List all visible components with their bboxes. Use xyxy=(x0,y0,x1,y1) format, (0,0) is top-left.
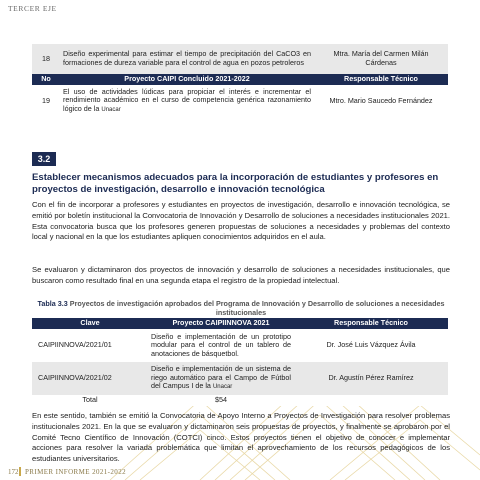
header-no: No xyxy=(32,74,60,85)
section-title: Establecer mecanismos adecuados para la incorporación de estudiantes y profesores en proyectos de investigación, desarrollo e innovación tecnológica xyxy=(32,172,439,195)
paragraph: En este sentido, también se emitió la Convocatoria de Apoyo Interno a Proyectos de Investigación para resolver problemas institucionales 2021. En la que se evaluaron y dictaminaron seis propuestas de proyectos, y finalmente se aprobaron por el Comité Tecno Científico de Innovación (COTCI) cinco. Estos proyectos tienen el objetivo de conocer e implementar acciones para resolver la variada problemática que limitan el aprovechamiento de los recursos pedagógicos de los estudiantes universitarios. xyxy=(32,411,450,464)
section-number-badge: 3.2 xyxy=(32,152,56,166)
project-key: CAIPIINNOVA/2021/01 xyxy=(32,329,148,362)
footer-divider xyxy=(19,467,21,476)
table-caption xyxy=(32,300,450,317)
project-description xyxy=(60,85,314,117)
page-number: 172 xyxy=(8,468,19,476)
project-key: CAIPIINNOVA/2021/02 xyxy=(32,362,148,395)
section-header: TERCER EJE xyxy=(8,4,57,13)
table-header xyxy=(32,318,448,329)
table-total-row xyxy=(32,395,448,406)
responsible-name: Mtro. Mario Saucedo Fernández xyxy=(314,85,448,117)
total-label: Total xyxy=(32,395,148,406)
header-responsible: Responsable Técnico xyxy=(314,74,448,85)
caption-title: Proyectos de investigación aprobados del Programa de Innovación y Desarrollo de soluciones a necesidades institucionales xyxy=(69,299,445,317)
row-number: 18 xyxy=(32,44,60,74)
responsible-name: Dr. Agustín Pérez Ramírez xyxy=(294,362,448,395)
row-number: 19 xyxy=(32,85,60,117)
caipi-projects-table xyxy=(32,44,448,117)
description-text: El uso de actividades lúdicas para propiciar el interés e incrementar el rendimiento académico en el curso de competencia genérica razonamiento lógico de la xyxy=(63,86,311,113)
caption-label: Tabla 3.3 xyxy=(37,299,68,308)
header-clave: Clave xyxy=(32,318,148,329)
empty-cell xyxy=(294,395,448,406)
table-header xyxy=(32,74,448,85)
caipiinnova-projects-table xyxy=(32,318,448,406)
table-row xyxy=(32,362,448,395)
responsible-name: Mtra. María del Carmen Milán Cárdenas xyxy=(314,44,448,74)
paragraph: Se evaluaron y dictaminaron dos proyectos de innovación y desarrollo de soluciones a necesidades institucionales, que buscaron como resultado final en una segunda etapa el registro de la propiedad intelectual. xyxy=(32,265,450,285)
footer-title: PRIMER INFORME 2021-2022 xyxy=(25,468,126,476)
table-row xyxy=(32,329,448,362)
org-name: Unacar xyxy=(101,106,121,113)
paragraph: Con el fin de incorporar a profesores y estudiantes en proyectos de investigación, desarrollo e innovación tecnológica, se emitió por boletín institucional la Convocatoria de Innovación y Desarrollo de soluciones a necesidades institucionales 2021. Esta convocatoria busca que los profesores generen propuestas de soluciones a necesidades y problemas del contexto local y nacional en la que los estudiantes apliquen conocimientos adquiridos en el aula. xyxy=(32,200,450,242)
description-text: Diseño e implementación de un sistema de riego automático para el Campo de Fútbol del Campus I de la xyxy=(151,364,291,391)
header-project: Proyecto CAIPIINNOVA 2021 xyxy=(148,318,294,329)
table-row xyxy=(32,85,448,117)
project-description: Diseño experimental para estimar el tiempo de precipitación del CaCO3 en formaciones de dureza variable para el control de agua en pozos petroleros xyxy=(60,44,314,74)
total-value: $54 xyxy=(148,395,294,406)
org-name: Unacar xyxy=(212,384,233,391)
header-responsible: Responsable Técnico xyxy=(294,318,448,329)
project-description xyxy=(148,362,294,395)
project-description: Diseño e implementación de un prototipo modular para el control de un tablero de anotaciones de básquetbol. xyxy=(148,329,294,362)
responsible-name: Dr. José Luis Vázquez Ávila xyxy=(294,329,448,362)
table-row xyxy=(32,44,448,74)
header-project: Proyecto CAIPI Concluido 2021-2022 xyxy=(60,74,314,85)
